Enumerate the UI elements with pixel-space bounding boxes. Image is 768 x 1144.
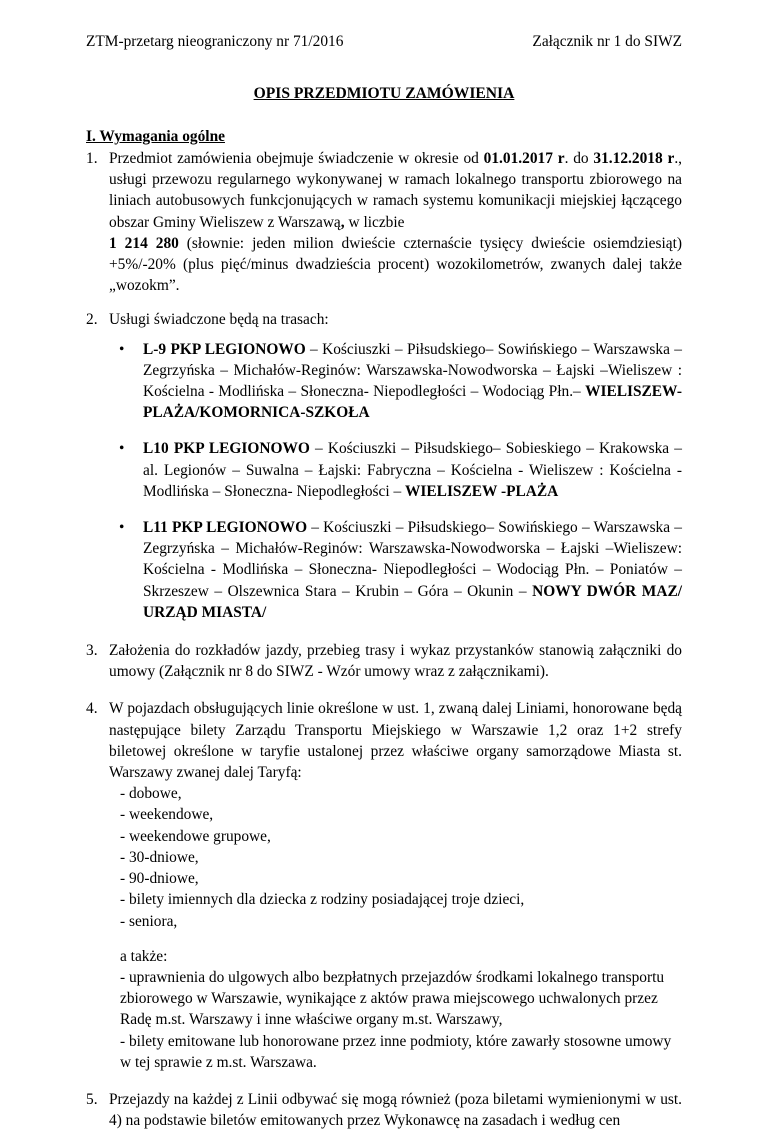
- document-body: [86, 148, 682, 1144]
- route-l9: • L-9 PKP LEGIONOWO – Kościuszki – Piłsudskiego– Sowińskiego – Warszawska – Zegrzyńska – Michałów-Reginów: Warszawska-Nowodworska – Łajski –Wieliszew : Kościelna - Modlińska – Słoneczna- Niepodległości – Wodociąg Płn.– WIELISZEW-PLAŻA/KOMORNICA-SZKOŁA: [119, 340, 682, 422]
- header-left: ZTM-przetarg nieograniczony nr 71/2016: [86, 33, 344, 50]
- bullet-icon: •: [119, 440, 125, 458]
- list-item: - seniora,: [120, 912, 178, 930]
- date-end: 31.12.2018 r: [593, 150, 675, 167]
- paragraph-number: 2.: [86, 311, 98, 329]
- paragraph-3: 3. Założenia do rozkładów jazdy, przebieg trasy i wykaz przystanków stanowią załączniki do umowy (Załącznik nr 8 do SIWZ - Wzór umowy wraz z załącznikami).: [86, 642, 682, 681]
- paragraph-number: 4.: [86, 700, 98, 718]
- paragraph-number: 3.: [86, 642, 98, 660]
- list-item: - weekendowe,: [120, 806, 214, 824]
- date-start: 01.01.2017 r: [483, 150, 565, 167]
- bullet-icon: •: [119, 519, 125, 537]
- paragraph-number: 5.: [86, 1090, 98, 1108]
- paragraph-number: 1.: [86, 150, 98, 167]
- wozokm-amount: 1 214 280: [109, 234, 179, 252]
- paragraph-5: 5. Przejazdy na każdej z Linii odbywać się mogą również (poza biletami wymienionymi w ust. 4) na podstawie biletów emitowanych przez Wykonawcę na zasadach i według cen: [86, 1090, 682, 1130]
- header-right: Załącznik nr 1 do SIWZ: [532, 33, 682, 50]
- route-l11: • L11 PKP LEGIONOWO – Kościuszki – Piłsudskiego– Sowińskiego – Warszawska – Zegrzyńska – Michałów-Reginów: Warszawska-Nowodworska – Łajski –Wieliszew: Kościelna - Modlińska – Słoneczna- Niepodległości – Wodociąg Płn. – Poniatów – Skrzeszew – Olszewnica Stara – Krubin – Góra – Okunin – NOWY DWÓR MAZ/ URZĄD MIASTA/: [119, 519, 682, 621]
- document-title: OPIS PRZEDMIOTU ZAMÓWIENIA: [253, 85, 515, 102]
- route-l10: • L10 PKP LEGIONOWO – Kościuszki – Piłsudskiego– Sobieskiego – Krakowska – al. Legionów – Suwalna – Łajski: Fabryczna – Kościelna - Wieliszew : Kościelna - Modlińska – Słoneczna- Niepodległości – WIELISZEW -PLAŻA: [119, 440, 682, 500]
- section-title: I. Wymagania ogólne: [86, 128, 225, 145]
- also-label: a także:: [120, 947, 168, 965]
- list-item: - dobowe,: [120, 785, 182, 803]
- bullet-icon: •: [119, 340, 125, 358]
- list-item: - uprawnienia do ulgowych albo bezpłatnych przejazdów środkami lokalnego transportu zbiorowego w Warszawie, wynikające z aktów prawa miejscowego uchwalonych przez Radę m.st. Warszawy i inne właściwe organy m.st. Warszawy,: [120, 968, 665, 1029]
- paragraph-4: 4. W pojazdach obsługujących linie określone w ust. 1, zwaną dalej Liniami, honorowane będą następujące bilety Zarządu Transportu Miejskiego w Warszawie 1,2 oraz 1+2 strefy biletowej określone w taryfie ustalonej przez właściwe organy samorządowe Miasta st. Warszawy zwanej dalej Taryfą: - dobowe, - weekendowe, - weekendowe grupowe, - 30-dniowe, - 90-dniowe, - bilety imiennych dla dziecka z rodziny posiadającej troje dzieci, - seniora, a także: - uprawnienia do ulgowych albo bezpłatnych przejazdów środkami lokalnego transportu zbiorowego w Warszawie, wynikające z aktów prawa miejscowego uchwalonych przez Radę m.st. Warszawy i inne właściwe organy m.st. Warszawy, - bilety emitowane lub honorowane przez inne podmioty, które zawarły stosowne umowy w tej sprawie z m.st. Warszawa.: [86, 698, 682, 1072]
- list-item: - bilety imiennych dla dziecka z rodziny posiadającej troje dzieci,: [120, 891, 525, 909]
- list-item: - weekendowe grupowe,: [120, 827, 271, 845]
- paragraph-2: 2. Usługi świadczone będą na trasach:: [86, 309, 682, 330]
- paragraph-1: 1. Przedmiot zamówienia obejmuje świadczenie w okresie od 01.01.2017 r. do 31.12.2018 r., usługi przewozu regularnego wykonywanej w ramach lokalnego transportu zbiorowego na liniach autobusowych funkcjonujących w ramach systemu komunikacji miejskiej łączącego obszar Gminy Wieliszew z Warszawą, w liczbie 1 214 280 (słownie: jeden milion dwieście czternaście tysięcy dwieście osiemdziesiąt) +5%/-20% (plus pięć/minus dwadzieścia procent) wozokilometrów, zwanych dalej także „wozokm”.: [86, 150, 683, 295]
- list-item: - 90-dniowe,: [120, 870, 199, 888]
- additional-entitlements: [109, 946, 682, 1073]
- list-item: - bilety emitowane lub honorowane przez inne podmioty, które zawarły stosowne umowy w tej sprawie z m.st. Warszawa.: [120, 1032, 672, 1071]
- list-item: - 30-dniowe,: [120, 848, 199, 866]
- ticket-list: [109, 783, 682, 931]
